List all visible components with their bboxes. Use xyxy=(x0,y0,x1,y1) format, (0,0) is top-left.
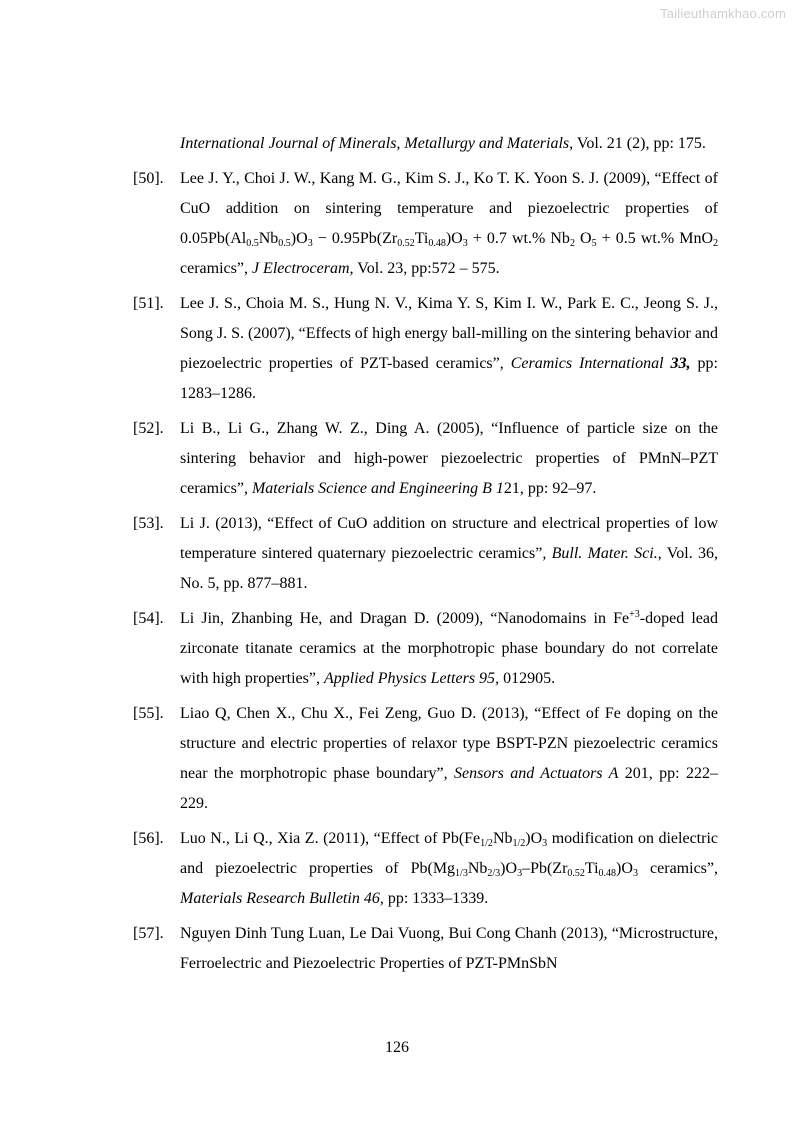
journal-title: International Journal of Minerals, Metallurgy and Materials xyxy=(180,135,570,152)
journal-title: J Electroceram, xyxy=(251,260,354,277)
subscript: 0.48 xyxy=(598,868,617,879)
reference-49-continued xyxy=(133,129,718,159)
reference-51 xyxy=(133,289,718,409)
text: Nb xyxy=(492,830,513,847)
citation-details: 21, pp: 92–97. xyxy=(503,480,597,497)
subscript: 1/3 xyxy=(455,868,468,879)
text: + 0.7 wt.% Nb xyxy=(467,230,570,247)
superscript: +3 xyxy=(629,609,640,620)
text: )O xyxy=(500,860,518,877)
text: –Pb(Zr xyxy=(522,860,568,877)
reference-54 xyxy=(133,604,718,694)
text: ceramics”, xyxy=(637,860,719,877)
text: )O xyxy=(445,230,463,247)
journal-title: , Materials Science and Engineering B 1 xyxy=(243,480,504,497)
reference-number: [51]. xyxy=(133,295,164,312)
subscript: 0.52 xyxy=(397,238,415,249)
text: )O xyxy=(616,860,633,877)
subscript: 2 xyxy=(569,238,575,249)
reference-number: [56]. xyxy=(133,830,164,847)
citation-details: Vol. 23, pp:572 – 575. xyxy=(353,260,500,277)
text: Lee J. Y., Choi J. W., Kang M. G., Kim S. J., Ko T. K. Yoon S. J. (2009), “Effect of CuO addition on sintering temperature and piezoelectric properties of 0.05Pb(Al xyxy=(180,170,718,247)
journal-title: , Bull. Mater. Sci. xyxy=(542,545,658,562)
page-number: 126 xyxy=(385,1039,409,1056)
subscript: 2 xyxy=(713,238,719,249)
subscript: 3 xyxy=(632,868,638,879)
reference-list xyxy=(133,129,718,984)
reference-50 xyxy=(133,164,718,284)
reference-number: [52]. xyxy=(133,420,164,437)
subscript: 2/3 xyxy=(487,868,501,879)
citation-details: , pp: 1333–1339. xyxy=(379,890,489,907)
citation-details: , Vol. 36, No. 5, pp. 877–881. xyxy=(180,545,718,592)
reference-57 xyxy=(133,919,718,979)
subscript: 1/2 xyxy=(512,838,526,849)
reference-55 xyxy=(133,699,718,819)
text: Li J. (2013), “Effect of CuO addition on structure and electrical properties of low temperature sintered quaternary piezoelectric ceramics” xyxy=(180,515,718,562)
text: Nb xyxy=(467,860,488,877)
journal-title: Materials Research Bulletin 46 xyxy=(180,890,380,907)
text: Nguyen Dinh Tung Luan, Le Dai Vuong, Bui Cong Chanh (2013), “Microstructure, Ferroelectric and Piezoelectric Properties of PZT-PMnSbN xyxy=(180,925,718,972)
text: Li B., Li G., Zhang W. Z., Ding A. (2005), “Influence of particle size on the sintering behavior and high-power piezoelectric properties of PMnN–PZT ceramics” xyxy=(180,420,718,497)
subscript: 3 xyxy=(542,838,548,849)
text: Luo N., Li Q., Xia Z. (2011), “Effect of Pb(Fe xyxy=(180,830,481,847)
text: O xyxy=(574,230,592,247)
reference-number: [53]. xyxy=(133,515,164,532)
text: − 0.95Pb(Zr xyxy=(312,230,398,247)
subscript: 0.5 xyxy=(246,238,259,249)
reference-number: [50]. xyxy=(133,170,164,187)
reference-56 xyxy=(133,824,718,914)
text: Liao Q, Chen X., Chu X., Fei Zeng, Guo D. (2013), “Effect of Fe doping on the structure and electric properties of relaxor type BSPT-PZN piezoelectric ceramics near the morphotropic phase boundary” xyxy=(180,705,718,782)
volume: 33, xyxy=(663,355,691,372)
text: ceramics”, xyxy=(180,260,252,277)
subscript: 1/2 xyxy=(480,838,493,849)
journal-title: Applied Physics Letters 95 xyxy=(323,670,496,687)
subscript: 0.48 xyxy=(428,238,446,249)
text: -doped lead zirconate titanate ceramics at the morphotropic phase boundary do not correlate with high properties”, xyxy=(180,610,719,687)
text: + 0.5 wt.% MnO xyxy=(596,230,714,247)
journal-title: , Sensors and Actuators A xyxy=(443,765,619,782)
text: Ti xyxy=(414,230,429,247)
text: )O xyxy=(290,230,308,247)
subscript: 0.52 xyxy=(567,868,585,879)
text: )O xyxy=(525,830,543,847)
reference-53 xyxy=(133,509,718,599)
subscript: 3 xyxy=(462,238,468,249)
text: Lee J. S., Choia M. S., Hung N. V., Kima Y. S, Kim I. W., Park E. C., Jeong S. J., Song J. S. (2007), “Effects of high energy ball-milling on the sintering behavior and piezoelectric properties of PZT-based ceramics”, xyxy=(180,295,718,372)
subscript: 3 xyxy=(307,238,313,249)
reference-number: [54]. xyxy=(133,610,164,627)
citation-details: , Vol. 21 (2), pp: 175. xyxy=(569,135,706,152)
text: Li Jin, Zhanbing He, and Dragan D. (2009), “Nanodomains in Fe xyxy=(180,610,630,627)
citation-details: pp: 1283–1286. xyxy=(180,355,718,402)
reference-52 xyxy=(133,414,718,504)
citation-details: , 012905. xyxy=(495,670,556,687)
watermark: Tailieuthamkhao.com xyxy=(660,6,786,21)
journal-title: Ceramics International xyxy=(510,355,664,372)
citation-details: 201, pp: 222–229. xyxy=(180,765,718,812)
text: Ti xyxy=(584,860,599,877)
subscript: 0.5 xyxy=(278,238,291,249)
subscript: 3 xyxy=(517,868,523,879)
subscript: 5 xyxy=(591,238,597,249)
reference-number: [55]. xyxy=(133,705,164,722)
reference-number: [57]. xyxy=(133,925,164,942)
text: Nb xyxy=(258,230,279,247)
text: modification on dielectric and piezoelectric properties of Pb(Mg xyxy=(180,830,719,877)
